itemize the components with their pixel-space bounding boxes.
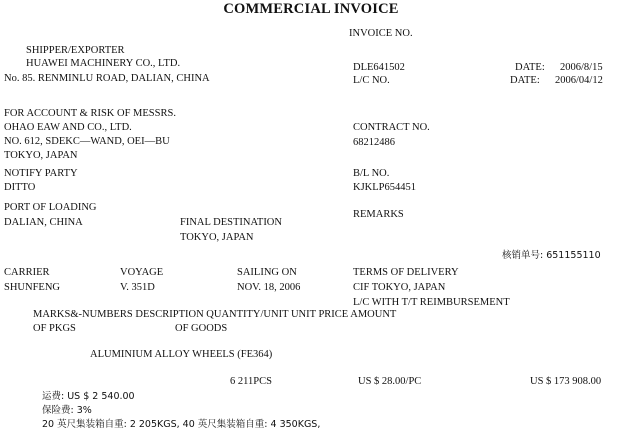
insurance-note: 保险费: 3% <box>42 405 92 416</box>
reimbursement-terms: L/C WITH T/T REIMBURSEMENT <box>353 297 510 308</box>
terms-of-delivery-label: TERMS OF DELIVERY <box>353 267 459 278</box>
goods-description: ALUMINIUM ALLOY WHEELS (FE364) <box>90 349 273 360</box>
goods-unit-price: US $ 28.00/PC <box>358 376 422 387</box>
goods-amount: US $ 173 908.00 <box>530 376 602 387</box>
port-of-loading-value: DALIAN, CHINA <box>4 217 83 228</box>
table-header-marks-pkgs: OF PKGS <box>33 323 76 334</box>
sailing-on-label: SAILING ON <box>237 267 297 278</box>
table-header-goods: OF GOODS <box>175 323 228 334</box>
lc-no-label: L/C NO. <box>353 75 390 86</box>
voyage-label: VOYAGE <box>120 267 164 278</box>
port-of-loading-label: PORT OF LOADING <box>4 202 97 213</box>
shipper-address: No. 85. RENMINLU ROAD, DALIAN, CHINA <box>4 73 210 84</box>
goods-quantity: 6 211PCS <box>230 376 272 387</box>
notify-party-label: NOTIFY PARTY <box>4 168 78 179</box>
freight-note: 运费: US $ 2 540.00 <box>42 391 135 402</box>
consignee-address-1: NO. 612, SDEKC—WAND, OEI—BU <box>4 136 170 147</box>
remarks-label: REMARKS <box>353 209 404 220</box>
notify-party-value: DITTO <box>4 182 36 193</box>
bl-no-value: KJKLP654451 <box>353 182 417 193</box>
terms-of-delivery-value: CIF TOKYO, JAPAN <box>353 282 446 293</box>
invoice-no-value: DLE641502 <box>353 62 405 73</box>
final-destination-value: TOKYO, JAPAN <box>180 232 254 243</box>
shipper-label: SHIPPER/EXPORTER <box>26 45 125 56</box>
container-weight-note: 20 英尺集装箱自重: 2 205KGS, 40 英尺集装箱自重: 4 350KGS, <box>42 419 321 430</box>
invoice-no-label: INVOICE NO. <box>349 28 413 39</box>
lc-date-label: DATE: <box>510 75 540 86</box>
verification-number: 核销单号: 651155110 <box>502 250 601 261</box>
invoice-date-label: DATE: <box>515 62 545 73</box>
contract-no-value: 68212486 <box>353 137 395 148</box>
consignee-label: FOR ACCOUNT & RISK OF MESSRS. <box>4 108 176 119</box>
consignee-address-2: TOKYO, JAPAN <box>4 150 78 161</box>
invoice-date-value: 2006/8/15 <box>560 62 603 73</box>
contract-no-label: CONTRACT NO. <box>353 122 430 133</box>
lc-date-value: 2006/04/12 <box>555 75 603 86</box>
bl-no-label: B/L NO. <box>353 168 390 179</box>
final-destination-label: FINAL DESTINATION <box>180 217 282 228</box>
carrier-value: SHUNFENG <box>4 282 61 293</box>
table-header-line-1: MARKS&-NUMBERS DESCRIPTION QUANTITY/UNIT UNIT PRICE AMOUNT <box>33 309 397 320</box>
shipper-name: HUAWEI MACHINERY CO., LTD. <box>26 58 181 69</box>
document-title: COMMERCIAL INVOICE <box>223 1 399 17</box>
carrier-label: CARRIER <box>4 267 50 278</box>
voyage-value: V. 351D <box>120 282 155 293</box>
consignee-name: OHAO EAW AND CO., LTD. <box>4 122 132 133</box>
sailing-on-value: NOV. 18, 2006 <box>237 282 301 293</box>
